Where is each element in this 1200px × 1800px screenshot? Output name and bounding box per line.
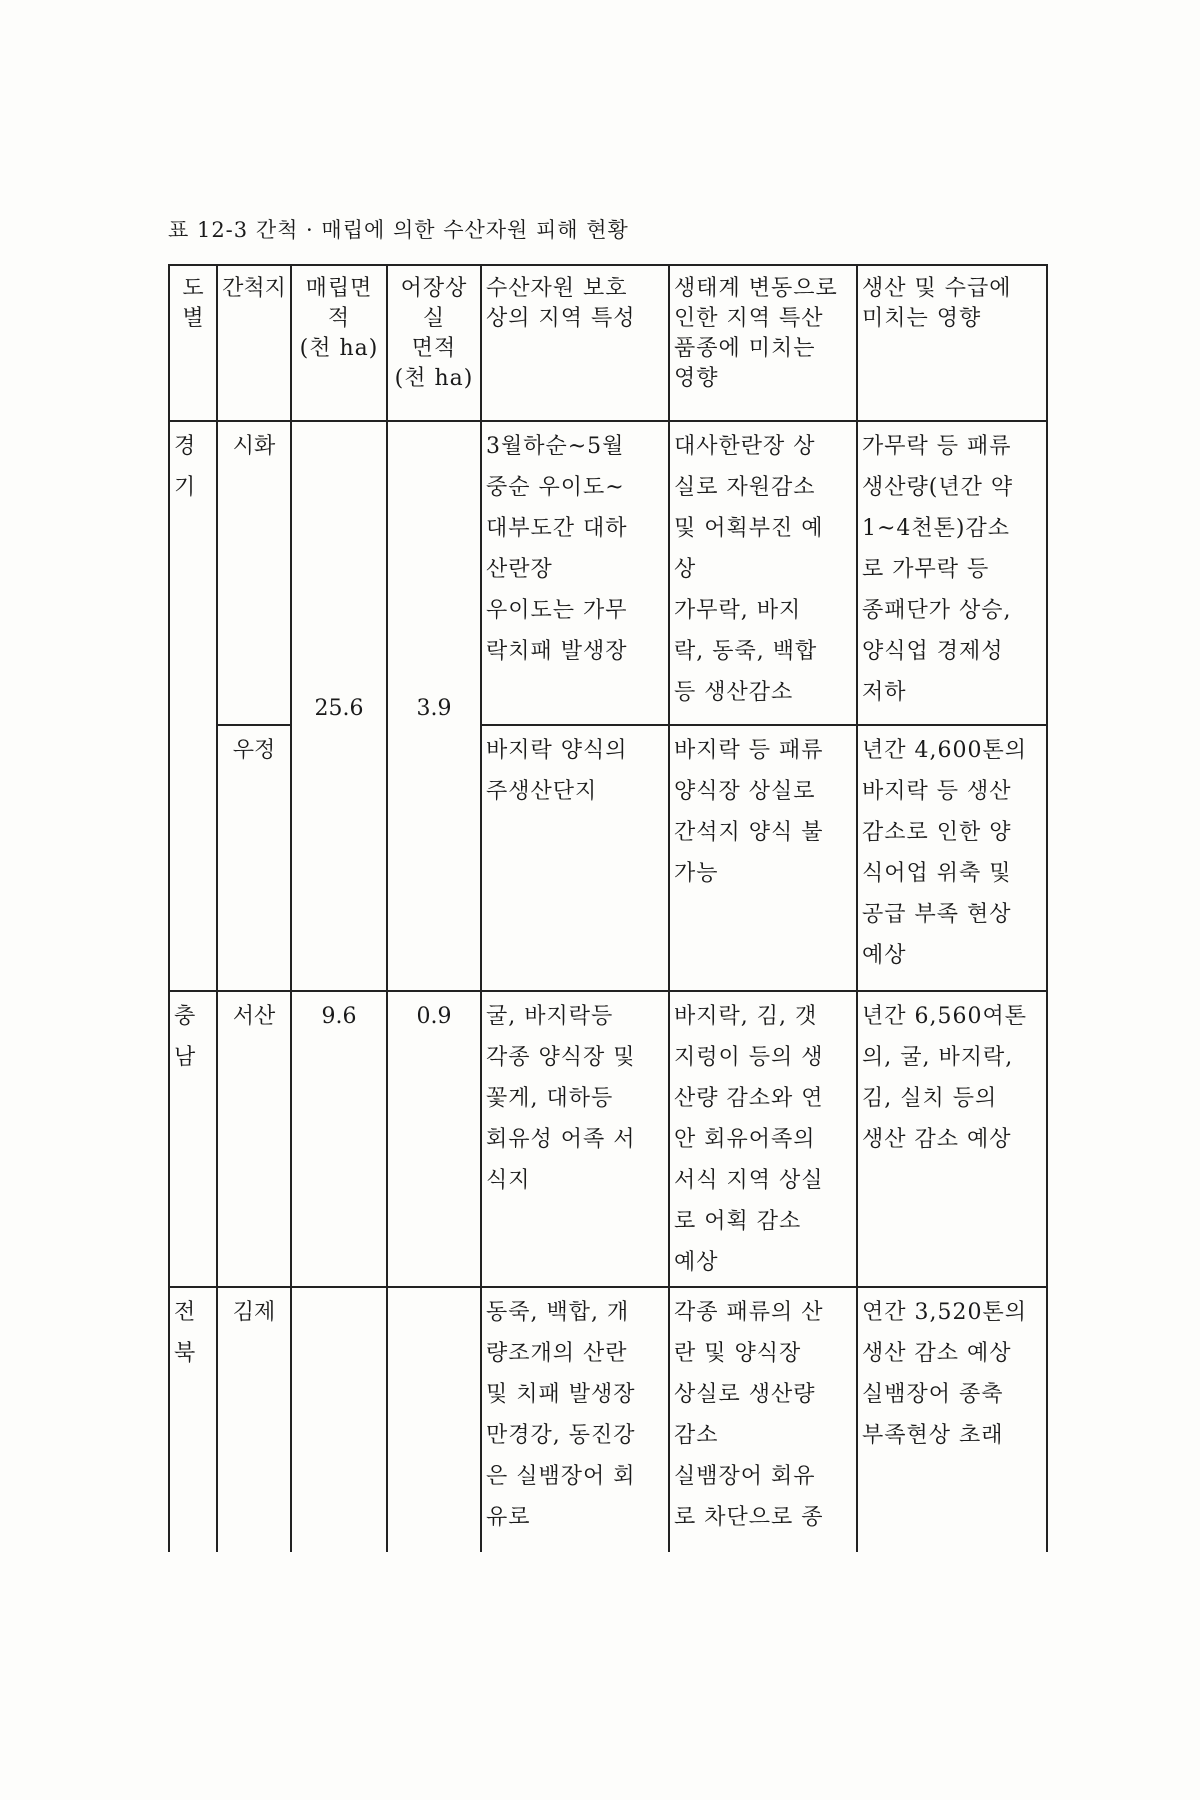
table-header-row	[169, 265, 1047, 421]
header-ecosystem: 생태계 변동으로 인한 지역 특산 품종에 미치는 영향	[669, 265, 857, 421]
cell-supply: 연간 3,520톤의 생산 감소 예상 실뱀장어 종축 부족현상 초래	[857, 1287, 1047, 1552]
cell-fishery-loss: 3.9	[387, 421, 481, 991]
cell-site: 시화	[217, 421, 291, 725]
header-reclaim-area: 매립면적 (천 ha)	[291, 265, 387, 421]
table-caption: 표 12-3 간척 · 매립에 의한 수산자원 피해 현황	[168, 218, 629, 242]
cell-ecosystem: 바지락 등 패류 양식장 상실로 간석지 양식 불 가능	[669, 725, 857, 991]
cell-ecosystem: 각종 패류의 산 란 및 양식장 상실로 생산량 감소 실뱀장어 회유 로 차단으로 종	[669, 1287, 857, 1552]
cell-fishery-loss	[387, 1287, 481, 1552]
fishery-damage-table	[168, 264, 1048, 1552]
cell-site: 서산	[217, 991, 291, 1287]
cell-site: 우정	[217, 725, 291, 991]
cell-province: 경기	[169, 421, 217, 991]
cell-site: 김제	[217, 1287, 291, 1552]
header-features: 수산자원 보호 상의 지역 특성	[481, 265, 669, 421]
cell-fishery-loss: 0.9	[387, 991, 481, 1287]
cell-ecosystem: 바지락, 김, 갯 지렁이 등의 생 산량 감소와 연 안 회유어족의 서식 지역 상실 로 어획 감소 예상	[669, 991, 857, 1287]
cell-features: 굴, 바지락등 각종 양식장 및 꽃게, 대하등 회유성 어족 서 식지	[481, 991, 669, 1287]
cell-supply: 가무락 등 패류 생산량(년간 약 1~4천톤)감소 로 가무락 등 종패단가 상승, 양식업 경제성 저하	[857, 421, 1047, 725]
header-fishery-loss: 어장상실 면적 (천 ha)	[387, 265, 481, 421]
cell-reclaim-area: 25.6	[291, 421, 387, 991]
cell-reclaim-area	[291, 1287, 387, 1552]
cell-features: 3월하순~5월 중순 우이도~ 대부도간 대하 산란장 우이도는 가무 락치패 발생장	[481, 421, 669, 725]
table-row	[169, 421, 1047, 725]
cell-features: 동죽, 백합, 개 량조개의 산란 및 치패 발생장 만경강, 동진강 은 실뱀장어 회 유로	[481, 1287, 669, 1552]
cell-supply: 년간 4,600톤의 바지락 등 생산 감소로 인한 양 식어업 위축 및 공급 부족 현상 예상	[857, 725, 1047, 991]
cell-supply: 년간 6,560여톤 의, 굴, 바지락, 김, 실치 등의 생산 감소 예상	[857, 991, 1047, 1287]
cell-features: 바지락 양식의 주생산단지	[481, 725, 669, 991]
header-site: 간척지	[217, 265, 291, 421]
cell-province: 전북	[169, 1287, 217, 1552]
table-row	[169, 1287, 1047, 1552]
table-row	[169, 991, 1047, 1287]
cell-ecosystem: 대사한란장 상 실로 자원감소 및 어획부진 예 상 가무락, 바지 락, 동죽, 백합 등 생산감소	[669, 421, 857, 725]
header-province: 도별	[169, 265, 217, 421]
cell-reclaim-area: 9.6	[291, 991, 387, 1287]
cell-province: 충남	[169, 991, 217, 1287]
header-supply: 생산 및 수급에 미치는 영향	[857, 265, 1047, 421]
